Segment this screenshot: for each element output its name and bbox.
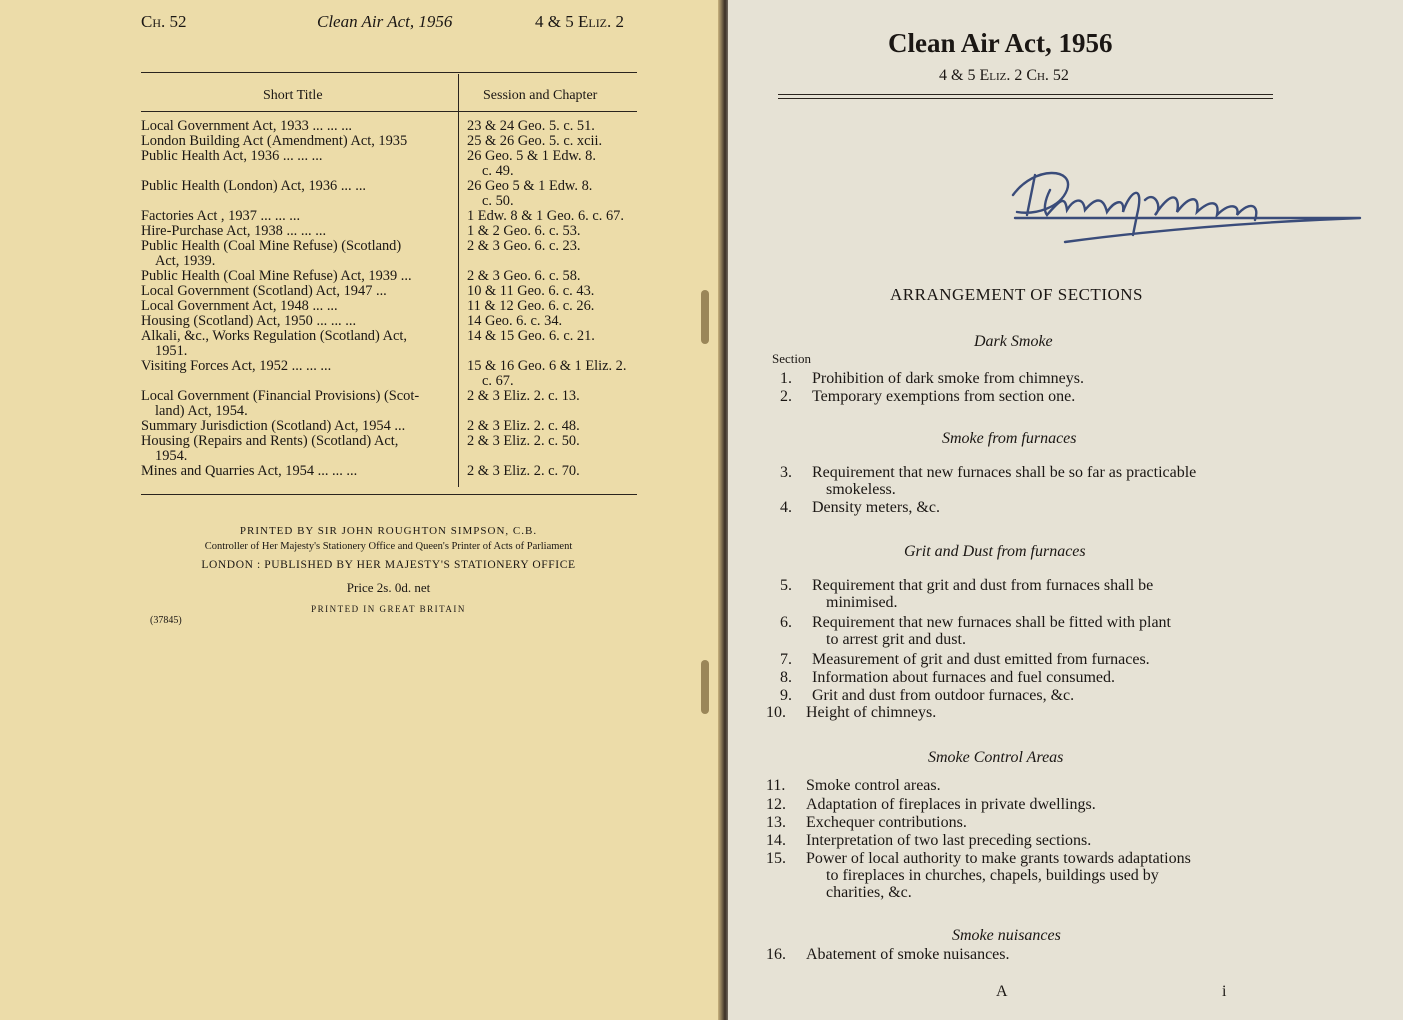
section-group-heading: Smoke nuisances [952,927,1061,944]
table-row [141,359,641,389]
section-number: 6. [780,614,792,631]
table-row [141,389,641,419]
table-row [141,329,641,359]
section-number: 11. [766,777,786,794]
statute-title: Public Health (London) Act, 1936 ... ... [141,178,367,194]
session-chapter-continued: c. 50. [482,193,514,209]
section-title: Abatement of smoke nuisances. [806,946,1010,963]
statute-title-continued: 1951. [155,343,188,359]
section-title: Temporary exemptions from section one. [812,388,1076,405]
section-group-heading: Grit and Dust from furnaces [904,543,1086,560]
statute-title-continued: 1954. [155,448,188,464]
section-title-continued: to fireplaces in churches, chapels, buildings used by [826,867,1159,884]
printer-line: PRINTED BY SIR JOHN ROUGHTON SIMPSON, C.B. [239,525,538,537]
session-chapter: 1 & 2 Geo. 6. c. 53. [467,223,581,239]
title-rule-2 [778,98,1273,99]
section-number: 13. [766,814,786,831]
statute-title: Local Government Act, 1948 ... ... [141,298,338,314]
session-chapter: 1 Edw. 8 & 1 Geo. 6. c. 67. [467,208,624,224]
section-group-heading: Dark Smoke [974,333,1053,350]
table-row [141,464,641,494]
section-title-continued: charities, &c. [826,884,912,901]
section-title: Smoke control areas. [806,777,941,794]
table-row [141,179,641,209]
column-header-short-title: Short Title [263,88,323,103]
section-title-continued: minimised. [826,594,898,611]
section-number: 7. [780,651,792,668]
section-number: 9. [780,687,792,704]
session-chapter: 2 & 3 Geo. 6. c. 58. [467,268,581,284]
table-header-rule [141,111,637,112]
session-chapter: 26 Geo 5 & 1 Edw. 8. [467,178,593,194]
section-number: 5. [780,577,792,594]
table-top-rule [141,72,637,73]
statute-title: Local Government (Financial Provisions) (Scot- [141,388,420,404]
section-number: 15. [766,850,786,867]
statute-title: Local Government Act, 1933 ... ... ... [141,118,353,134]
session-chapter: 15 & 16 Geo. 6 & 1 Eliz. 2. [467,358,627,374]
section-title: Measurement of grit and dust emitted from furnaces. [812,651,1150,668]
table-bottom-rule [141,494,637,495]
print-code: (37845) [150,615,182,626]
statute-title: Public Health (Coal Mine Refuse) Act, 1939 ... [141,268,412,284]
section-number: 10. [766,704,786,721]
section-title-continued: smokeless. [826,481,896,498]
column-header-session: Session and Chapter [483,88,598,103]
session-chapter-continued: c. 67. [482,373,514,389]
arrangement-heading: ARRANGEMENT OF SECTIONS [890,285,1143,304]
section-number: 2. [780,388,792,405]
session-chapter: 23 & 24 Geo. 5. c. 51. [467,118,595,134]
regnal-year: 4 & 5 Eliz. 2 [535,12,625,31]
statute-title: Housing (Repairs and Rents) (Scotland) Act, [141,433,399,449]
section-number: 16. [766,946,786,963]
session-chapter: 14 & 15 Geo. 6. c. 21. [467,328,595,344]
statute-title: Hire-Purchase Act, 1938 ... ... ... [141,223,327,239]
act-subtitle: 4 & 5 Eliz. 2 Ch. 52 [939,67,1069,84]
section-title: Requirement that new furnaces shall be fitted with plant [812,614,1171,631]
session-chapter: 2 & 3 Eliz. 2. c. 48. [467,418,580,434]
section-title: Requirement that new furnaces shall be so far as practicable [812,464,1197,481]
statute-title: Local Government (Scotland) Act, 1947 ... [141,283,387,299]
section-group-heading: Smoke Control Areas [928,749,1064,766]
session-chapter: 14 Geo. 6. c. 34. [467,313,563,329]
publisher-line: LONDON : PUBLISHED BY HER MAJESTY'S STATIONERY OFFICE [201,559,576,571]
session-chapter: 10 & 11 Geo. 6. c. 43. [467,283,595,299]
section-title-continued: to arrest grit and dust. [826,631,966,648]
statute-title: Mines and Quarries Act, 1954 ... ... ... [141,463,358,479]
table-row [141,434,641,464]
section-title: Exchequer contributions. [806,814,967,831]
staple-hole-bottom [701,660,709,714]
section-number: 8. [780,669,792,686]
statute-title: London Building Act (Amendment) Act, 1935 [141,133,408,149]
statute-title: Factories Act , 1937 ... ... ... [141,208,301,224]
section-title: Information about furnaces and fuel consumed. [812,669,1116,686]
section-title: Prohibition of dark smoke from chimneys. [812,370,1084,387]
section-label: Section [772,351,811,366]
chapter-number: Ch. 52 [141,12,187,31]
section-title: Interpretation of two last preceding sections. [806,832,1092,849]
session-chapter: 2 & 3 Geo. 6. c. 23. [467,238,581,254]
controller-line: Controller of Her Majesty's Stationery Office and Queen's Printer of Acts of Parliament [204,541,573,552]
table-row [141,239,641,269]
section-number: 3. [780,464,792,481]
statute-title: Public Health (Coal Mine Refuse) (Scotland) [141,238,402,254]
statute-title-continued: Act, 1939. [155,253,216,269]
section-title: Height of chimneys. [806,704,937,721]
session-chapter-continued: c. 49. [482,163,514,179]
section-number: 4. [780,499,792,516]
statute-title: Housing (Scotland) Act, 1950 ... ... ... [141,313,357,329]
session-chapter: 25 & 26 Geo. 5. c. xcii. [467,133,603,149]
section-number: 14. [766,832,786,849]
section-group-heading: Smoke from furnaces [942,430,1077,447]
signature-mark: A [996,983,1008,1000]
act-title: Clean Air Act, 1956 [317,12,453,31]
section-title: Power of local authority to make grants towards adaptations [806,850,1191,867]
right-page [728,0,1403,1020]
section-number: 12. [766,796,786,813]
statute-title: Alkali, &c., Works Regulation (Scotland) Act, [141,328,407,344]
statute-title: Public Health Act, 1936 ... ... ... [141,148,323,164]
handwritten-signature [1005,160,1365,245]
section-title: Requirement that grit and dust from furnaces shall be [812,577,1154,594]
page-number: i [1222,983,1227,1000]
session-chapter: 2 & 3 Eliz. 2. c. 70. [467,463,580,479]
act-main-title: Clean Air Act, 1956 [888,28,1113,58]
staple-hole-top [701,290,709,344]
section-number: 1. [780,370,792,387]
session-chapter: 26 Geo. 5 & 1 Edw. 8. [467,148,596,164]
statute-title: Visiting Forces Act, 1952 ... ... ... [141,358,332,374]
statute-title-continued: land) Act, 1954. [155,403,248,419]
price-line: Price 2s. 0d. net [346,580,431,595]
printed-in-line: PRINTED IN GREAT BRITAIN [311,604,466,614]
section-title: Adaptation of fireplaces in private dwellings. [806,796,1096,813]
statute-title: Summary Jurisdiction (Scotland) Act, 1954 ... [141,418,406,434]
session-chapter: 2 & 3 Eliz. 2. c. 50. [467,433,580,449]
session-chapter: 2 & 3 Eliz. 2. c. 13. [467,388,580,404]
session-chapter: 11 & 12 Geo. 6. c. 26. [467,298,595,314]
table-row [141,149,641,179]
title-rule-1 [778,94,1273,95]
section-title: Grit and dust from outdoor furnaces, &c. [812,687,1075,704]
section-title: Density meters, &c. [812,499,940,516]
